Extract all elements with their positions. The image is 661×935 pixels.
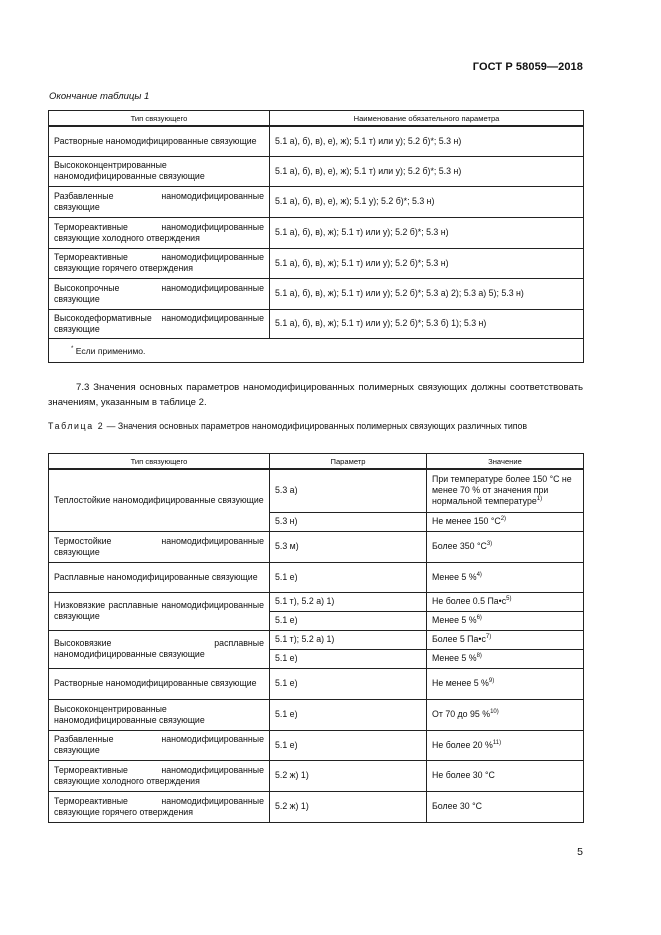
param-cell: 5.1 т), 5.2 а) 1) xyxy=(270,592,427,611)
binder-type-cell: Высоковязкие расплавные наномодифицированные связующие xyxy=(49,630,270,668)
param-cell: 5.1 а), б), в), е), ж); 5.1 у); 5.2 б)*; 5.3 н) xyxy=(270,186,584,217)
param-cell: 5.1 т); 5.2 а) 1) xyxy=(270,630,427,649)
document-id: ГОСТ Р 58059—2018 xyxy=(472,61,583,73)
table-row xyxy=(49,278,584,309)
value-cell xyxy=(427,592,584,611)
table1-col-type: Тип связующего xyxy=(49,111,270,127)
table-row xyxy=(49,668,584,699)
binder-type-cell: Расплавные наномодифицированные связующие xyxy=(49,562,270,592)
binder-type-cell: Растворные наномодифицированные связующие xyxy=(49,126,270,156)
value-text: Не более 20 % xyxy=(432,739,493,750)
table-row xyxy=(49,630,584,649)
param-cell: 5.1 е) xyxy=(270,562,427,592)
table-row xyxy=(49,562,584,592)
table2-caption-label: Таблица 2 xyxy=(48,421,105,431)
table1 xyxy=(48,110,584,363)
table-row xyxy=(49,126,584,156)
table-row xyxy=(49,248,584,278)
table-row xyxy=(49,592,584,611)
table2-caption-text: — Значения основных параметров наномодифицированных полимерных связующих различных типов xyxy=(104,421,528,431)
param-cell: 5.3 а) xyxy=(270,469,427,512)
value-cell xyxy=(427,531,584,562)
value-cell xyxy=(427,760,584,791)
binder-type-cell: Термореактивные наномодифицированные связующие холодного отверждения xyxy=(49,760,270,791)
table-row xyxy=(49,760,584,791)
value-text: Более 5 Па•с xyxy=(432,634,486,644)
table1-header-row xyxy=(49,111,584,127)
binder-type-cell: Высокодеформативные наномодифицированные связующие xyxy=(49,309,270,338)
footnote-ref: 3) xyxy=(486,541,493,548)
value-text: Не менее 5 % xyxy=(432,678,489,688)
binder-type-cell: Высококонцентрированные наномодифицированные связующие xyxy=(49,156,270,186)
binder-type-cell: Разбавленные наномодифицированные связующие xyxy=(49,186,270,217)
value-cell xyxy=(427,512,584,531)
value-cell xyxy=(427,630,584,649)
value-text: Менее 5 % xyxy=(432,615,477,625)
table-row xyxy=(49,699,584,730)
table-row xyxy=(49,791,584,822)
param-cell: 5.1 а), б), в), е), ж); 5.1 т) или у); 5.2 б)*; 5.3 н) xyxy=(270,156,584,186)
value-cell xyxy=(427,611,584,630)
value-cell xyxy=(427,562,584,592)
value-text: Менее 5 % xyxy=(432,571,477,582)
footnote-ref: 4) xyxy=(476,571,482,578)
param-cell: 5.3 м) xyxy=(270,531,427,562)
table2-caption xyxy=(48,420,583,432)
footnote-ref: 5) xyxy=(506,596,512,603)
table-row xyxy=(49,309,584,338)
param-cell: 5.1 е) xyxy=(270,668,427,699)
table1-caption: Окончание таблицы 1 xyxy=(49,91,150,102)
clause-7-3: 7.3 Значения основных параметров наномодифицированных полимерных связующих должны соответствовать значениям, указанным в таблице 2. xyxy=(48,382,583,408)
table-row xyxy=(49,156,584,186)
param-cell: 5.1 а), б), в), ж); 5.1 т) или у); 5.2 б)*; 5.3 а) 2); 5.3 а) 5); 5.3 н) xyxy=(270,278,584,309)
param-cell: 5.3 н) xyxy=(270,512,427,531)
value-text: При температуре более 150 °С не менее 70 % от значения при нормальной температуре xyxy=(432,474,572,507)
param-cell: 5.1 е) xyxy=(270,699,427,730)
param-cell: 5.1 а), б), в), ж); 5.1 т) или у); 5.2 б)*; 5.3 н) xyxy=(270,217,584,248)
param-cell: 5.1 е) xyxy=(270,730,427,760)
binder-type-cell: Растворные наномодифицированные связующие xyxy=(49,668,270,699)
table-row xyxy=(49,469,584,512)
value-cell xyxy=(427,699,584,730)
table-row xyxy=(49,217,584,248)
value-text: Более 350 °С xyxy=(432,541,487,551)
value-cell xyxy=(427,730,584,760)
table2-col-param: Параметр xyxy=(270,454,427,470)
footnote-ref: 7) xyxy=(485,634,492,641)
value-text: Более 30 °С xyxy=(432,801,482,811)
binder-type-cell: Теплостойкие наномодифицированные связующие xyxy=(49,469,270,531)
param-cell: 5.2 ж) 1) xyxy=(270,791,427,822)
binder-type-cell: Разбавленные наномодифицированные связующие xyxy=(49,730,270,760)
table2-col-type: Тип связующего xyxy=(49,454,270,470)
table-row xyxy=(49,531,584,562)
footnote-ref: 6) xyxy=(476,615,482,622)
footnote-mark: * xyxy=(71,345,74,352)
binder-type-cell: Термореактивные наномодифицированные связующие горячего отверждения xyxy=(49,791,270,822)
value-text: Не менее 150 °С xyxy=(432,516,501,526)
param-cell: 5.1 е) xyxy=(270,649,427,668)
table2 xyxy=(48,453,584,823)
param-cell: 5.2 ж) 1) xyxy=(270,760,427,791)
binder-type-cell: Термостойкие наномодифицированные связующие xyxy=(49,531,270,562)
table-row xyxy=(49,730,584,760)
param-cell: 5.1 а), б), в), е), ж); 5.1 т) или у); 5.2 б)*; 5.3 н) xyxy=(270,126,584,156)
table1-footnote xyxy=(49,338,584,362)
footnote-text: Если применимо. xyxy=(75,345,146,356)
param-cell: 5.1 е) xyxy=(270,611,427,630)
footnote-ref: 8) xyxy=(476,653,482,660)
binder-type-cell: Низковязкие расплавные наномодифицированные связующие xyxy=(49,592,270,630)
footnote-ref: 11) xyxy=(492,739,502,746)
param-cell: 5.1 а), б), в), ж); 5.1 т) или у); 5.2 б)*; 5.3 н) xyxy=(270,248,584,278)
value-text: Не более 30 °С xyxy=(432,770,495,780)
binder-type-cell: Термореактивные наномодифицированные связующие холодного отверждения xyxy=(49,217,270,248)
table1-footnote-row xyxy=(49,338,584,362)
binder-type-cell: Термореактивные наномодифицированные связующие горячего отверждения xyxy=(49,248,270,278)
value-cell xyxy=(427,649,584,668)
footnote-ref: 10) xyxy=(490,709,499,716)
binder-type-cell: Высококонцентрированные наномодифицированные связующие xyxy=(49,699,270,730)
footnote-ref: 1) xyxy=(536,496,543,503)
value-cell xyxy=(427,668,584,699)
table-row xyxy=(49,186,584,217)
binder-type-cell: Высокопрочные наномодифицированные связующие xyxy=(49,278,270,309)
footnote-ref: 9) xyxy=(488,678,495,685)
table2-header-row xyxy=(49,454,584,470)
value-text: Не более 0.5 Па•с xyxy=(432,596,507,606)
table1-col-param: Наименование обязательного параметра xyxy=(270,111,584,127)
value-text: Менее 5 % xyxy=(432,653,477,663)
page-number: 5 xyxy=(577,846,583,858)
param-cell: 5.1 а), б), в), ж); 5.1 т) или у); 5.2 б)*; 5.3 б) 1); 5.3 н) xyxy=(270,309,584,338)
table2-col-value: Значение xyxy=(427,454,584,470)
footnote-ref: 2) xyxy=(500,516,507,523)
value-text: От 70 до 95 % xyxy=(432,709,491,719)
value-cell xyxy=(427,791,584,822)
value-cell xyxy=(427,469,584,512)
